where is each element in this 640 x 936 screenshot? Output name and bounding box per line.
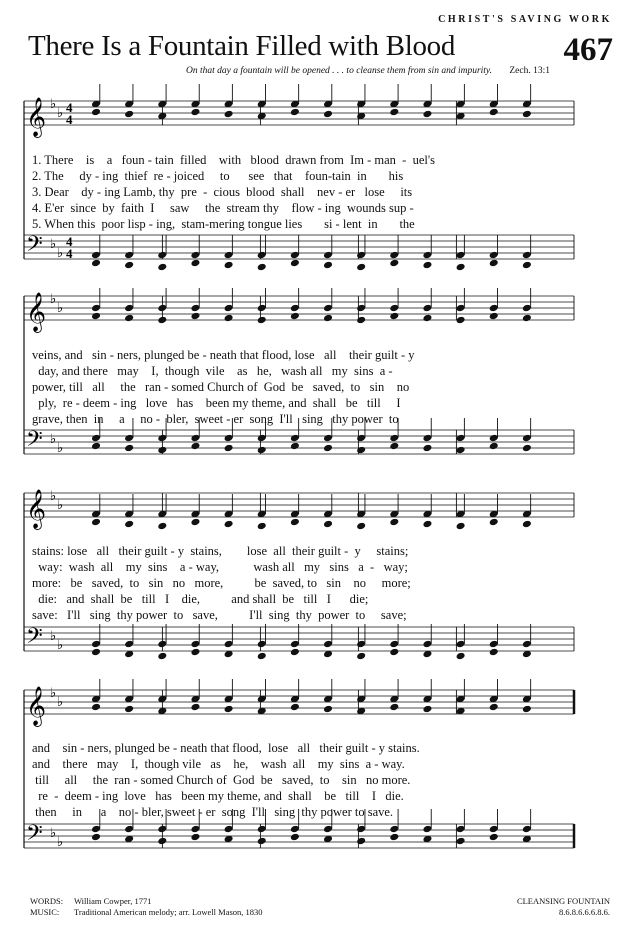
note-head (157, 316, 167, 325)
lyric-line: way: wash all my sins a - way, wash all my sins a - way; (32, 560, 408, 574)
note-head (157, 522, 167, 531)
lyric-line: 1. There is a foun - tain filled with blood drawn from Im - man - uel's (32, 153, 435, 167)
note-head (323, 520, 333, 529)
flat-sign: ♭ (50, 97, 57, 112)
lyric-line: grave, then in a no - bler, sweet - er song I'll sing thy power to (32, 412, 399, 426)
note-head (124, 520, 134, 529)
note-head (522, 520, 532, 529)
note-head (356, 316, 366, 325)
note-head (224, 314, 234, 323)
note-head (489, 312, 499, 321)
time-signature: 4 (66, 234, 73, 249)
time-signature: 4 (66, 100, 73, 115)
note-head (489, 833, 499, 842)
flat-sign: ♭ (57, 695, 64, 710)
flat-sign: ♭ (57, 835, 64, 850)
lyric-line: and there may I, though vile as he, wash all my sins a - way. (32, 757, 405, 771)
note-head (290, 312, 300, 321)
lyric-line: re - deem - ing love has been my theme, and shall be till I die. (32, 789, 404, 803)
flat-sign: ♭ (50, 686, 57, 701)
lyric-line: 4. E'er since by faith I saw the stream thy flow - ing wounds sup - (32, 201, 414, 215)
note-head (489, 108, 499, 117)
note-head (224, 520, 234, 529)
note-head (522, 705, 532, 714)
note-head (323, 110, 333, 119)
flat-sign: ♭ (50, 629, 57, 644)
note-head (190, 518, 200, 527)
note-head (456, 263, 466, 272)
time-signature: 4 (66, 112, 73, 127)
scripture-citation: Zech. 13:1 (509, 66, 550, 76)
section-heading: CHRIST'S SAVING WORK (438, 14, 612, 25)
lyrics-system-1 (32, 152, 594, 232)
note-head (91, 442, 101, 451)
treble-clef: 𝄞 (26, 97, 47, 137)
tune-info (517, 896, 610, 918)
note-head (323, 314, 333, 323)
note-head (91, 259, 101, 268)
bass-clef: 𝄢 (26, 821, 43, 851)
note-head (124, 314, 134, 323)
bass-clef: 𝄢 (26, 232, 43, 262)
note-head (157, 652, 167, 661)
flat-sign: ♭ (50, 489, 57, 504)
note-head (489, 259, 499, 268)
hymn-number: 467 (563, 32, 613, 68)
note-head (456, 837, 466, 846)
note-head (190, 259, 200, 268)
note-head (257, 837, 267, 846)
note-head (190, 648, 200, 657)
note-head (257, 522, 267, 531)
lyrics-system-2 (32, 347, 594, 427)
note-head (456, 522, 466, 531)
treble-clef: 𝄞 (26, 292, 47, 332)
flat-sign: ♭ (50, 432, 57, 447)
flat-sign: ♭ (57, 498, 64, 513)
note-head (124, 705, 134, 714)
note-head (290, 648, 300, 657)
note-head (290, 703, 300, 712)
note-head (489, 703, 499, 712)
note-head (356, 446, 366, 455)
flat-sign: ♭ (50, 292, 57, 307)
note-head (257, 316, 267, 325)
note-head (124, 110, 134, 119)
words-credit: William Cowper, 1771 (74, 896, 152, 906)
time-signature: 4 (66, 246, 73, 261)
note-head (91, 648, 101, 657)
tune-name: CLEANSING FOUNTAIN (516, 896, 610, 906)
note-head (456, 316, 466, 325)
note-head (522, 110, 532, 119)
lyric-line: veins, and sin - ners, plunged be - neath that flood, lose all their guilt - y (32, 348, 415, 362)
note-head (224, 705, 234, 714)
note-head (522, 314, 532, 323)
note-head (389, 648, 399, 657)
note-head (290, 108, 300, 117)
flat-sign: ♭ (57, 301, 64, 316)
lyric-line: power, till all the ran - somed Church of God be saved, to sin no (32, 380, 410, 394)
flat-sign: ♭ (57, 106, 64, 121)
note-head (190, 442, 200, 451)
note-head (489, 518, 499, 527)
treble-clef: 𝄞 (26, 686, 47, 726)
note-head (157, 446, 167, 455)
note-head (290, 518, 300, 527)
bass-clef: 𝄢 (26, 427, 43, 457)
note-head (224, 261, 234, 270)
flat-sign: ♭ (57, 638, 64, 653)
note-head (124, 444, 134, 453)
lyric-line: 2. The dy - ing thief re - joiced to see that foun-tain in his (32, 169, 404, 183)
note-head (91, 518, 101, 527)
note-head (323, 444, 333, 453)
lyric-line: save: I'll sing thy power to save, I'll sing thy power to save; (32, 608, 407, 622)
note-head (422, 261, 432, 270)
note-head (389, 703, 399, 712)
note-head (522, 444, 532, 453)
lyric-line: ply, re - deem - ing love has been my theme, and shall be till I (32, 396, 401, 410)
note-head (157, 263, 167, 272)
note-head (157, 837, 167, 846)
note-head (190, 703, 200, 712)
lyric-line: and sin - ners, plunged be - neath that flood, lose all their guilt - y stains. (32, 741, 420, 755)
note-head (190, 833, 200, 842)
lyric-line: till all the ran - somed Church of God be saved, to sin no more. (32, 773, 411, 787)
flat-sign: ♭ (57, 246, 64, 261)
note-head (257, 446, 267, 455)
note-head (91, 108, 101, 117)
note-head (389, 312, 399, 321)
lyric-line: stains: lose all their guilt - y stains, lose all their guilt - y stains; (32, 544, 409, 558)
meter: 8.6.8.6.6.6.8.6. (559, 907, 610, 917)
note-head (124, 261, 134, 270)
music-label: MUSIC: (30, 907, 60, 917)
epigraph: On that day a fountain will be opened . . . to cleanse them from sin and impurity. (186, 66, 492, 76)
note-head (489, 648, 499, 657)
note-head (389, 108, 399, 117)
flat-sign: ♭ (57, 441, 64, 456)
note-head (323, 705, 333, 714)
words-label: WORDS: (30, 896, 64, 906)
flat-sign: ♭ (50, 237, 57, 252)
lyric-line: die: and shall be till I die, and shall be till I die; (32, 592, 369, 606)
note-head (290, 259, 300, 268)
lyric-line: more: be saved, to sin no more, be saved, to sin no more; (32, 576, 411, 590)
note-head (290, 442, 300, 451)
note-head (257, 652, 267, 661)
note-head (356, 652, 366, 661)
note-head (356, 522, 366, 531)
note-head (290, 833, 300, 842)
note-head (91, 312, 101, 321)
note-head (456, 446, 466, 455)
credits (30, 896, 263, 918)
lyrics-system-3 (32, 543, 594, 623)
note-head (91, 833, 101, 842)
note-head (190, 108, 200, 117)
note-head (389, 259, 399, 268)
note-head (422, 110, 432, 119)
flat-sign: ♭ (50, 826, 57, 841)
music-credit: Traditional American melody; arr. Lowell Mason, 1830 (74, 907, 263, 917)
note-head (224, 110, 234, 119)
note-head (190, 312, 200, 321)
lyrics-system-4 (32, 740, 594, 820)
note-head (389, 442, 399, 451)
note-head (422, 520, 432, 529)
note-head (389, 518, 399, 527)
note-head (489, 442, 499, 451)
hymn-title: There Is a Fountain Filled with Blood (28, 30, 456, 62)
treble-clef: 𝄞 (26, 489, 47, 529)
bass-clef: 𝄢 (26, 624, 43, 654)
note-head (91, 703, 101, 712)
note-head (422, 314, 432, 323)
note-head (257, 263, 267, 272)
note-head (224, 444, 234, 453)
lyric-line: day, and there may I, though vile as he, wash all my sins a - (32, 364, 393, 378)
note-head (323, 261, 333, 270)
lyric-line: 3. Dear dy - ing Lamb, thy pre - cious blood shall nev - er lose its (32, 185, 413, 199)
lyric-line: 5. When this poor lisp - ing, stam-mering tongue lies si - lent in the (32, 217, 415, 231)
note-head (522, 261, 532, 270)
note-head (422, 444, 432, 453)
lyric-line: then in a no - bler, sweet - er song I'll sing thy power to save. (32, 805, 394, 819)
note-head (456, 652, 466, 661)
note-head (356, 837, 366, 846)
note-head (389, 833, 399, 842)
note-head (422, 705, 432, 714)
note-head (356, 263, 366, 272)
